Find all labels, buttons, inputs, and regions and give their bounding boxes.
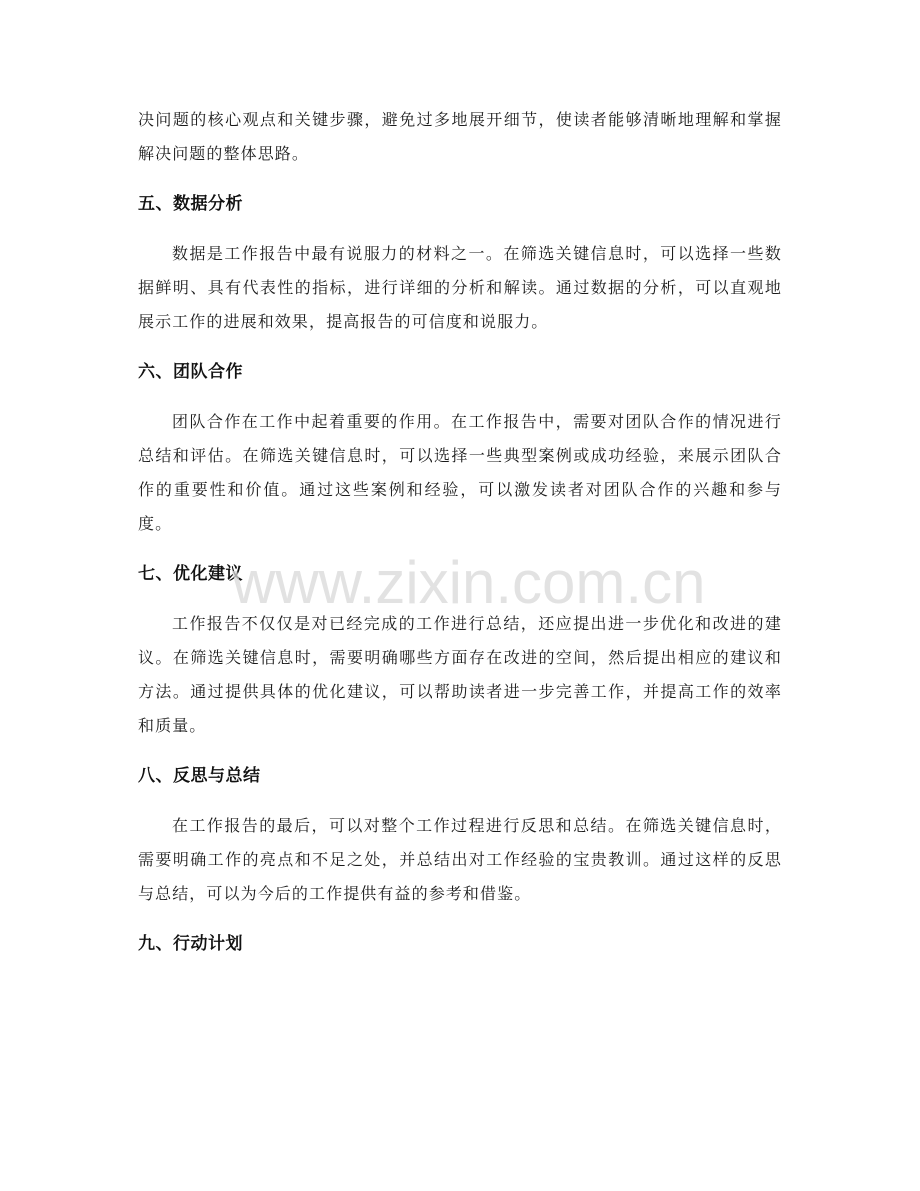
section-body-teamwork: 团队合作在工作中起着重要的作用。在工作报告中，需要对团队合作的情况进行总结和评估。在筛选关键信息时，可以选择一些典型案例或成功经验，来展示团队合作的重要性和价值。通过这些案例和经验，可以激发读者对团队合作的兴趣和参与度。 <box>138 412 782 533</box>
section-body-reflection: 在工作报告的最后，可以对整个工作过程进行反思和总结。在筛选关键信息时，需要明确工作的亮点和不足之处，并总结出对工作经验的宝贵教训。通过这样的反思与总结，可以为今后的工作提供有益的参考和借鉴。 <box>138 816 782 903</box>
watermark: www.zixin.com.cn <box>232 549 706 616</box>
section-body-optimization: 工作报告不仅仅是对已经完成的工作进行总结，还应提出进一步优化和改进的建议。在筛选关键信息时，需要明确哪些方面存在改进的空间，然后提出相应的建议和方法。通过提供具体的优化建议，可以帮助读者进一步完善工作，并提高工作的效率和质量。 <box>138 614 782 735</box>
intro-paragraph: 决问题的核心观点和关键步骤，避免过多地展开细节，使读者能够清晰地理解和掌握解决问题的整体思路。 <box>138 110 782 163</box>
section-heading-action-plan: 九、行动计划 <box>138 934 243 954</box>
section-heading-optimization: 七、优化建议 <box>138 564 243 584</box>
section-body-data-analysis: 数据是工作报告中最有说服力的材料之一。在筛选关键信息时，可以选择一些数据鲜明、具有代表性的指标，进行详细的分析和解读。通过数据的分析，可以直观地展示工作的进展和效果，提高报告的可信度和说服力。 <box>138 244 782 331</box>
section-heading-teamwork: 六、团队合作 <box>138 362 243 382</box>
section-heading-data-analysis: 五、数据分析 <box>138 194 243 214</box>
section-heading-reflection: 八、反思与总结 <box>138 766 261 786</box>
